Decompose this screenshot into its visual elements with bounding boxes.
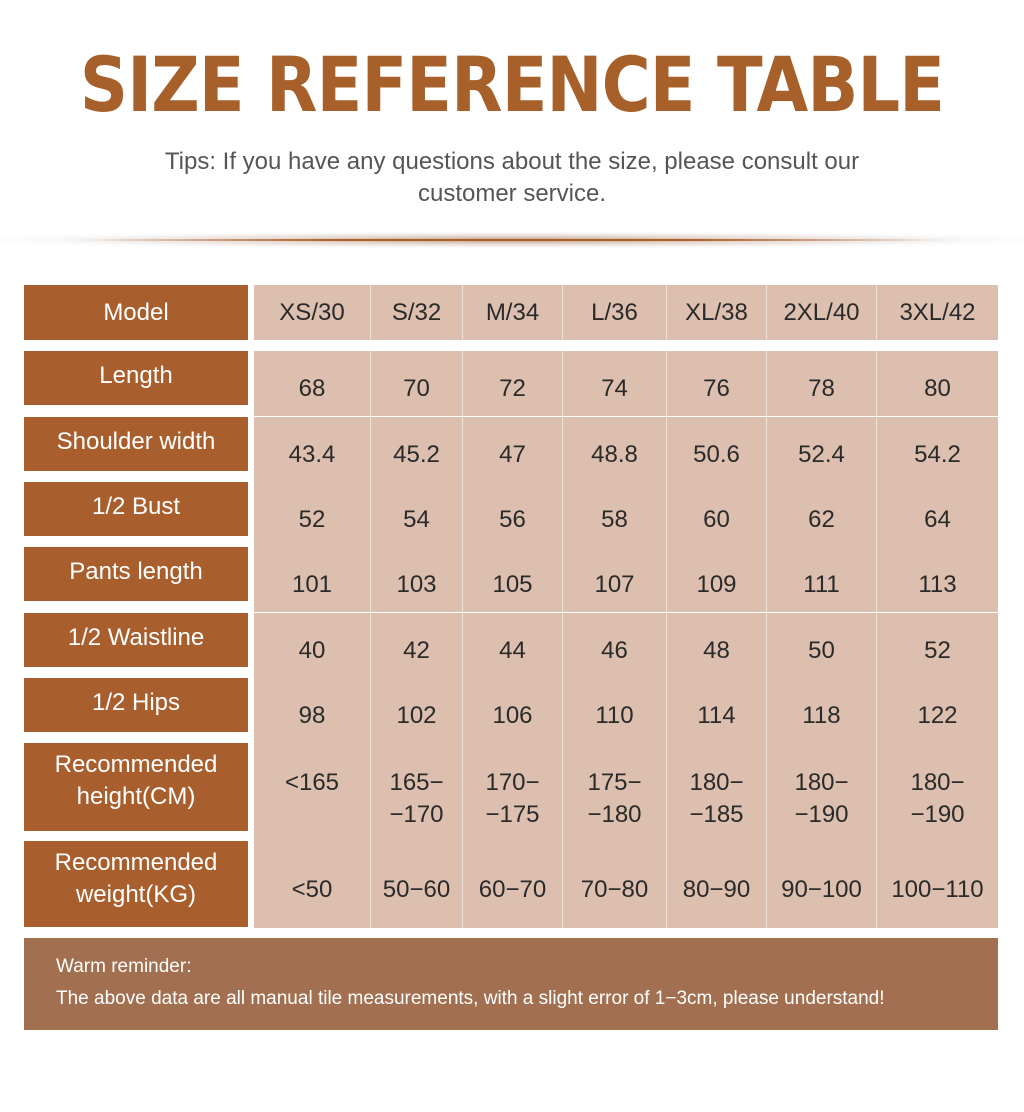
cell-value: 106 <box>492 701 533 729</box>
table-cell <box>766 547 876 612</box>
table-cell <box>876 547 998 612</box>
tips-line-2: customer service. <box>417 180 607 207</box>
table-cell <box>766 613 876 678</box>
row-label-line: Pants length <box>69 558 203 585</box>
cell-value: 100−110 <box>891 875 984 903</box>
table-cell <box>254 351 370 416</box>
table-row <box>24 743 998 841</box>
row-values <box>254 678 998 743</box>
table-cell <box>254 547 370 612</box>
cell-value: 54 <box>403 505 430 533</box>
table-cell <box>462 351 562 416</box>
cell-value: 102 <box>396 701 437 729</box>
size-header-cell: 3XL/42 <box>876 285 998 340</box>
row-label-line: weight(KG) <box>75 881 197 908</box>
cell-value: 62 <box>808 505 835 533</box>
cell-value: 110 <box>595 701 634 729</box>
cell-value: <50 <box>291 875 333 903</box>
table-cell <box>876 743 998 841</box>
row-label <box>24 743 248 831</box>
tips-text <box>0 146 1024 210</box>
cell-value: 50−60 <box>382 875 451 903</box>
cell-value: 48 <box>703 636 730 664</box>
cell-value: 80 <box>924 374 951 402</box>
row-label-line: Shoulder width <box>56 428 216 455</box>
size-header-cell: XL/38 <box>666 285 766 340</box>
row-label-line: 1/2 Bust <box>91 493 181 520</box>
table-cell <box>766 351 876 416</box>
row-values <box>254 417 998 482</box>
warm-reminder <box>24 938 998 1030</box>
table-cell <box>370 743 462 841</box>
table-cell <box>562 678 666 743</box>
table-cell <box>766 743 876 841</box>
row-values <box>254 743 998 841</box>
table-cell <box>876 613 998 678</box>
row-values <box>254 841 998 928</box>
cell-value: 54.2 <box>914 440 961 468</box>
size-header-cell: M/34 <box>462 285 562 340</box>
cell-value: 78 <box>808 374 835 402</box>
cell-value: 52.4 <box>798 440 845 468</box>
cell-value: 118 <box>802 701 841 729</box>
cell-value: 47 <box>499 440 526 468</box>
cell-value: 113 <box>918 570 957 598</box>
table-cell <box>666 841 766 928</box>
row-label <box>24 417 248 471</box>
cell-value: 52 <box>298 505 326 533</box>
size-header-cell: S/32 <box>370 285 462 340</box>
table-cell <box>254 613 370 678</box>
cell-value: −190 <box>794 801 849 828</box>
row-label <box>24 547 248 601</box>
table-cell <box>462 678 562 743</box>
row-label-line: 1/2 Waistline <box>67 624 205 651</box>
table-cell <box>370 678 462 743</box>
row-values <box>254 613 998 678</box>
table-cell <box>254 482 370 547</box>
cell-value: 43.4 <box>288 440 336 468</box>
table-cell <box>370 613 462 678</box>
row-label <box>24 351 248 405</box>
table-cell <box>562 547 666 612</box>
table-header-row <box>24 285 998 340</box>
cell-value: 180− <box>910 769 965 796</box>
table-cell <box>370 482 462 547</box>
table-row <box>24 613 998 678</box>
table-cell <box>462 841 562 928</box>
row-label <box>24 678 248 732</box>
cell-value: 180− <box>689 769 744 796</box>
table-cell <box>562 613 666 678</box>
table-cell <box>254 417 370 482</box>
cell-value: 170− <box>485 769 540 796</box>
row-label <box>24 613 248 667</box>
cell-value: 80−90 <box>682 875 751 903</box>
cell-value: 40 <box>298 636 326 664</box>
cell-value: 68 <box>298 374 326 402</box>
cell-value: 70 <box>403 374 430 402</box>
cell-value: 105 <box>492 570 533 598</box>
row-label-line: 1/2 Hips <box>91 689 181 716</box>
cell-value: 175− <box>587 769 642 796</box>
cell-value: 46 <box>601 636 628 664</box>
reminder-text: The above data are all manual tile measurements, with a slight error of 1−3cm, please understand! <box>56 988 885 1009</box>
table-row <box>24 678 998 743</box>
table-cell <box>562 743 666 841</box>
cell-value: 44 <box>499 636 526 664</box>
row-values <box>254 547 998 612</box>
table-row <box>24 547 998 612</box>
table-cell <box>254 743 370 841</box>
table-cell <box>666 743 766 841</box>
row-values <box>254 482 998 547</box>
cell-value: 111 <box>803 570 840 598</box>
table-cell <box>462 547 562 612</box>
table-cell <box>876 678 998 743</box>
cell-value: 60−70 <box>478 875 547 903</box>
table-cell <box>766 678 876 743</box>
table-cell <box>876 351 998 416</box>
table-cell <box>666 547 766 612</box>
cell-value: −190 <box>910 801 965 828</box>
cell-value: −170 <box>389 801 444 828</box>
table-cell <box>254 678 370 743</box>
cell-value: 60 <box>703 505 730 533</box>
table-cell <box>562 841 666 928</box>
cell-value: 50.6 <box>693 440 740 468</box>
table-cell <box>666 417 766 482</box>
cell-value: <165 <box>284 769 340 796</box>
cell-value: 107 <box>594 570 635 598</box>
table-cell <box>462 613 562 678</box>
row-label <box>24 841 248 927</box>
cell-value: −175 <box>485 801 540 828</box>
table-cell <box>666 613 766 678</box>
cell-value: 64 <box>924 505 951 533</box>
row-label-line: Recommended <box>54 751 218 778</box>
reminder-heading: Warm reminder: <box>56 956 192 977</box>
table-cell <box>462 743 562 841</box>
cell-value: 56 <box>499 505 526 533</box>
table-cell <box>370 417 462 482</box>
row-label <box>24 482 248 536</box>
cell-value: 122 <box>917 701 958 729</box>
table-cell <box>876 417 998 482</box>
cell-value: 45.2 <box>393 440 440 468</box>
cell-value: 101 <box>291 570 333 598</box>
table-cell <box>254 841 370 928</box>
model-label-text: Model <box>103 298 169 326</box>
table-cell <box>766 417 876 482</box>
table-cell <box>370 841 462 928</box>
table-cell <box>562 482 666 547</box>
cell-value: 48.8 <box>591 440 638 468</box>
cell-value: 58 <box>601 505 628 533</box>
table-cell <box>666 678 766 743</box>
table-cell <box>876 841 998 928</box>
row-label-line: Recommended <box>54 849 218 876</box>
cell-value: 109 <box>696 570 737 598</box>
cell-value: 70−80 <box>580 875 649 903</box>
header-divider <box>0 232 1024 248</box>
size-header-cell: 2XL/40 <box>766 285 876 340</box>
cell-value: 72 <box>499 374 526 402</box>
table-row <box>24 841 998 928</box>
table-cell <box>766 482 876 547</box>
cell-value: 165− <box>389 769 444 796</box>
table-cell <box>562 351 666 416</box>
size-header-cell: L/36 <box>562 285 666 340</box>
cell-value: 98 <box>298 701 326 729</box>
page-title: SIZE REFERENCE TABLE <box>79 40 945 129</box>
table-cell <box>562 417 666 482</box>
table-cell <box>876 482 998 547</box>
cell-value: 42 <box>403 636 430 664</box>
cell-value: 50 <box>808 636 835 664</box>
cell-value: −185 <box>689 801 744 828</box>
size-header-cell: XS/30 <box>279 298 345 326</box>
cell-value: 74 <box>601 374 628 402</box>
row-label-line: height(CM) <box>76 783 196 810</box>
table-cell <box>766 841 876 928</box>
cell-value: −180 <box>587 801 642 828</box>
size-header-cells <box>254 285 998 340</box>
table-cell <box>370 351 462 416</box>
table-cell <box>462 482 562 547</box>
cell-value: 114 <box>697 701 736 729</box>
tips-line-1: Tips: If you have any questions about the size, please consult our <box>164 148 860 175</box>
table-cell <box>666 351 766 416</box>
table-cell <box>666 482 766 547</box>
table-row <box>24 417 998 482</box>
row-values <box>254 351 998 416</box>
cell-value: 52 <box>924 636 951 664</box>
table-cell <box>370 547 462 612</box>
table-row <box>24 482 998 547</box>
row-label-line: Length <box>99 362 173 389</box>
cell-value: 76 <box>703 374 730 402</box>
cell-value: 90−100 <box>781 875 862 903</box>
cell-value: 103 <box>396 570 437 598</box>
table-row <box>24 351 998 416</box>
cell-value: 180− <box>794 769 849 796</box>
model-label <box>24 285 248 340</box>
table-cell <box>462 417 562 482</box>
